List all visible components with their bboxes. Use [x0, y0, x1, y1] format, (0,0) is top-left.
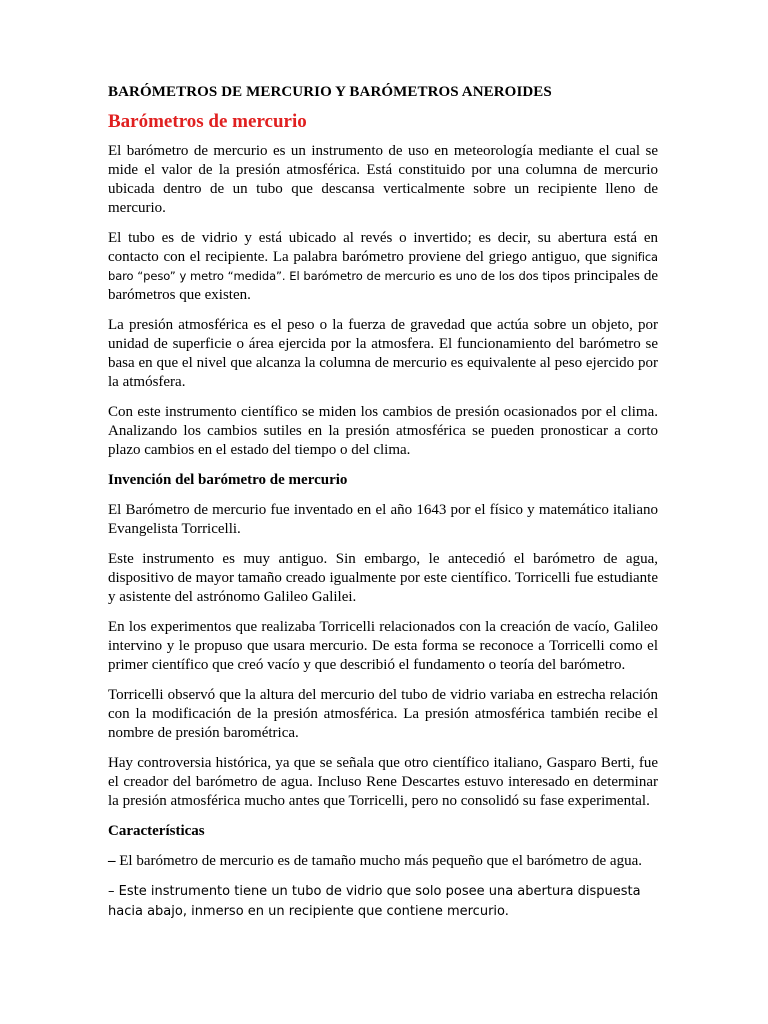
paragraph-4: Con este instrumento científico se miden los cambios de presión ocasionados por el clima. Analizando los cambios sutiles en la presión atmosférica se pueden pronosticar a corto plazo cambios en el estado del tiempo o del clima. — [108, 404, 658, 458]
paragraph-8: Torricelli observó que la altura del mercurio del tubo de vidrio variaba en estrecha relación con la modificación de la presión atmosférica. La presión atmosférica también recibe el nombre de presión barométrica. — [108, 687, 658, 741]
bullet-2: – Este instrumento tiene un tubo de vidrio que solo posee una abertura dispuesta hacia abajo, inmerso en un recipiente que contiene mercurio. — [108, 884, 641, 919]
paragraph-9: Hay controversia histórica, ya que se señala que otro científico italiano, Gasparo Berti, fue el creador del barómetro de agua. Incluso Rene Descartes estuvo interesado en determinar la presión atmosférica mucho antes que Torricelli, pero no consolidó su fase experimental. — [108, 755, 658, 809]
document-page — [108, 82, 658, 933]
bullet-1 — [108, 852, 658, 871]
paragraph-2 — [108, 229, 658, 305]
paragraph-1: El barómetro de mercurio es un instrumento de uso en meteorología mediante el cual se mide el valor de la presión atmosférica. Está constituido por una columna de mercurio ubicada dentro de un tubo que descansa verticalmente sobre un recipiente lleno de mercurio. — [108, 143, 658, 216]
document-title: BARÓMETROS DE MERCURIO Y BARÓMETROS ANEROIDES — [108, 84, 552, 100]
paragraph-2-part-b: significa baro “peso” y metro “medida”. El barómetro de mercurio es uno de los dos tipos — [108, 250, 658, 283]
paragraph-2-part-c: principales de barómetros que existen. — [108, 268, 659, 303]
paragraph-7: En los experimentos que realizaba Torricelli relacionados con la creación de vacío, Galileo intervino y le propuso que usara mercurio. De esta forma se reconoce a Torricelli como el primer científico que creó vacío y que describió el fundamento o teoría del barómetro. — [108, 619, 658, 673]
subheading-characteristics: Características — [108, 823, 205, 839]
section-title: Barómetros de mercurio — [108, 111, 307, 132]
subheading-invention: Invención del barómetro de mercurio — [108, 472, 348, 488]
bullet-1-text: El barómetro de mercurio es de tamaño mucho más pequeño que el barómetro de agua. — [115, 853, 642, 869]
bullet-1-dash: – — [108, 853, 116, 869]
paragraph-3: La presión atmosférica es el peso o la fuerza de gravedad que actúa sobre un objeto, por unidad de superficie o área ejercida por la atmosfera. El funcionamiento del barómetro se basa en que el nivel que alcanza la columna de mercurio es equivalente al peso ejercido por la atmósfera. — [108, 317, 658, 390]
paragraph-5: El Barómetro de mercurio fue inventado en el año 1643 por el físico y matemático italiano Evangelista Torricelli. — [108, 502, 658, 537]
paragraph-2-part-a: El tubo es de vidrio y está ubicado al revés o invertido; es decir, su abertura está en contacto con el recipiente. La palabra barómetro proviene del griego antiguo, que — [108, 230, 658, 265]
paragraph-6: Este instrumento es muy antiguo. Sin embargo, le antecedió el barómetro de agua, dispositivo de mayor tamaño creado igualmente por este científico. Torricelli fue estudiante y asistente del astrónomo Galileo Galilei. — [108, 551, 658, 605]
